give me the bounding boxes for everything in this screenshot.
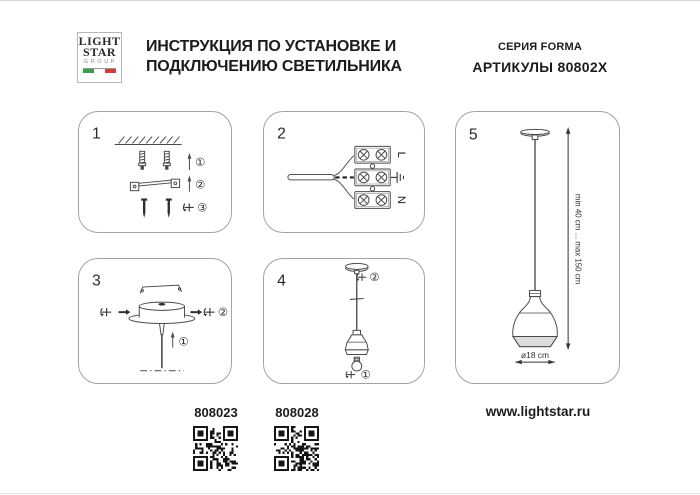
canopy-icon [129, 302, 195, 323]
flag-red [105, 69, 116, 73]
website-url: www.lightstar.ru [485, 404, 591, 419]
logo-text-group: GROUP [83, 59, 118, 65]
canopy-icon [521, 129, 550, 139]
dowel-icon [163, 151, 170, 169]
step-number: 4 [277, 272, 286, 290]
step-1-marker: ① [360, 368, 371, 382]
screw-icon [166, 200, 172, 218]
step-number: 2 [277, 125, 286, 143]
dowel-icon [139, 151, 146, 169]
canopy-icon [345, 263, 368, 273]
suspension-rod-icon [140, 323, 183, 370]
step-2-marker: ② [195, 178, 206, 192]
step-panel-2 [263, 111, 425, 233]
screwdriver-icon [183, 203, 194, 211]
step-1-marker: ① [178, 335, 189, 349]
terminal-block-icon [355, 146, 390, 163]
cable-icon [288, 156, 354, 199]
arrow-up-icon [188, 153, 192, 170]
screwdriver-icon [346, 371, 356, 378]
step-3-marker: ③ [197, 201, 208, 215]
terminal-label-l: L [395, 151, 408, 158]
mounting-bracket-icon [130, 179, 179, 191]
diameter-label: ø18 cm [521, 350, 549, 361]
step-panel-3 [78, 258, 232, 384]
logo-text-star: STAR [82, 45, 117, 59]
height-dimension [566, 127, 583, 350]
step-panel-1 [78, 111, 232, 233]
title-line-2: ПОДКЛЮЧЕНИЮ СВЕТИЛЬНИКА [146, 58, 402, 75]
title-line-1: ИНСТРУКЦИЯ ПО УСТАНОВКЕ И [146, 38, 397, 55]
lamp-shade-icon [513, 290, 558, 346]
article-number-1: 808023 [194, 405, 238, 420]
step-number: 5 [468, 126, 478, 144]
step-2-marker: ② [369, 271, 380, 285]
series-label: СЕРИЯ FORMA [497, 41, 582, 53]
article-number-2: 808028 [275, 405, 319, 420]
step-number: 1 [92, 125, 101, 143]
connector-dot [370, 164, 374, 168]
screwdriver-icon [204, 308, 215, 316]
suspension-cable-icon [350, 274, 364, 331]
arrow-right-icon [190, 309, 202, 315]
qr-code-2 [274, 426, 319, 471]
diameter-dimension [515, 350, 555, 364]
page-bottom-divider [0, 493, 700, 494]
step-2-marker: ② [217, 306, 228, 320]
screwdriver-icon [100, 308, 111, 316]
ground-icon [391, 172, 404, 183]
arrow-up-icon [171, 332, 175, 348]
logo-text-light: LIGHT [78, 34, 121, 48]
height-range-label: min 40 cm ... max 150 cm [573, 193, 583, 285]
screw-icon [141, 200, 147, 218]
screwdriver-icon [356, 274, 366, 281]
connector-dot [370, 187, 374, 191]
diagram-step-3 [79, 259, 231, 383]
step-panel-4 [263, 258, 425, 384]
articles-label: АРТИКУЛЫ 80802X [472, 59, 608, 75]
step-panel-5 [455, 111, 620, 384]
diagram-step-5 [456, 112, 619, 383]
step-number: 3 [92, 272, 101, 290]
header-right [440, 41, 640, 75]
terminal-block-icon [355, 192, 390, 209]
lightstar-logo [77, 32, 122, 83]
diagram-step-4 [264, 259, 424, 383]
qr-code-1 [193, 426, 238, 471]
terminal-block-icon [355, 169, 390, 186]
diagram-step-1 [79, 112, 231, 232]
lamp-shade-icon [345, 330, 368, 354]
flag-green [83, 69, 94, 73]
italian-flag-stripe [83, 68, 116, 73]
step-1-marker: ① [195, 156, 206, 170]
terminal-label-n: N [395, 195, 408, 205]
page-title [146, 37, 402, 77]
arrow-right-icon [119, 309, 131, 315]
arrow-up-icon [188, 175, 192, 191]
flag-white [94, 69, 105, 73]
diagram-step-2 [264, 112, 424, 232]
ceiling-hatch-icon [115, 137, 182, 145]
bracket-icon [140, 285, 181, 293]
